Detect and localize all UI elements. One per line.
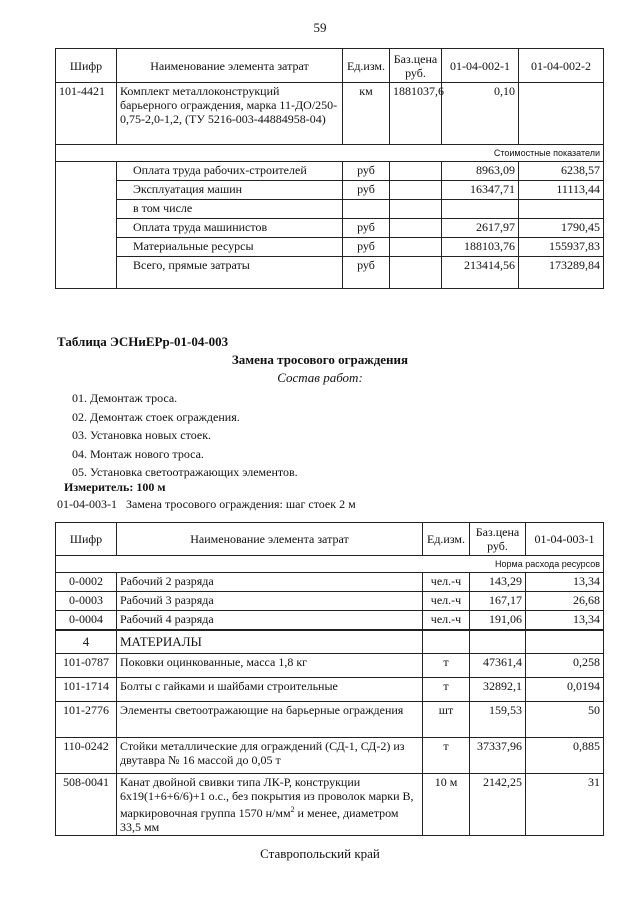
cost-value-2: 155937,83 [519, 238, 604, 257]
row-value: 0,0194 [526, 678, 604, 702]
row-code: 101-2776 [56, 702, 117, 738]
row-value: 26,68 [526, 592, 604, 611]
row-code: 110-0242 [56, 738, 117, 774]
row-price: 143,29 [470, 573, 526, 592]
row-price: 159,53 [470, 702, 526, 738]
row-name: Рабочий 3 разряда [117, 592, 423, 611]
row-price: 47361,4 [470, 654, 526, 678]
row-name-text-tail: и менее, диаметром 33,5 мм [120, 806, 399, 834]
superscript: 2 [290, 805, 295, 814]
header-name: Наименование элемента затрат [117, 49, 343, 83]
row-unit: км [343, 83, 390, 145]
cost-value-2: 6238,57 [519, 162, 604, 181]
header-price: Баз.цена руб. [470, 523, 526, 556]
row-price: 37337,96 [470, 738, 526, 774]
cost-value-2 [519, 200, 604, 219]
cost-value-1: 16347,71 [442, 181, 519, 200]
cost-name: Материальные ресурсы [117, 238, 343, 257]
section-heading: Замена тросового ограждения [231, 352, 409, 367]
cost-value-1: 8963,09 [442, 162, 519, 181]
header-unit: Ед.изм. [423, 523, 470, 556]
row-name: Комплект металлоконструкций барьерного ограждения, марка 11-ДО/250-0,75-2,0-1,2, (ТУ 5216-003-44884958-04) [117, 83, 343, 145]
row-price: 191,06 [470, 611, 526, 630]
row-unit: т [423, 678, 470, 702]
row-value: 13,34 [526, 573, 604, 592]
row-name: Элементы светоотражающие на барьерные ограждения [117, 702, 423, 738]
work-item: 04. Монтаж нового троса. [72, 446, 204, 461]
cost-value-2: 1790,45 [519, 219, 604, 238]
materials-header-row [56, 630, 604, 654]
table-row [56, 774, 604, 836]
cost-table-01-04-002 [55, 48, 604, 289]
materials-code: 4 [56, 630, 117, 654]
row-value: 13,34 [526, 611, 604, 630]
cost-row [56, 238, 604, 257]
cost-row [56, 257, 604, 289]
table-row [56, 83, 604, 145]
row-value: 0,885 [526, 738, 604, 774]
cost-unit: руб [343, 162, 390, 181]
cost-value-2: 11113,44 [519, 181, 604, 200]
row-code: 508-0041 [56, 774, 117, 836]
section-label-row [56, 556, 604, 573]
header-name: Наименование элемента затрат [117, 523, 423, 556]
row-code: 0-0003 [56, 592, 117, 611]
row-value: 0,258 [526, 654, 604, 678]
header-price: Баз.цена руб. [390, 49, 442, 83]
section-label-row [56, 145, 604, 162]
cost-value-1: 2617,97 [442, 219, 519, 238]
materials-label: МАТЕРИАЛЫ [117, 630, 423, 654]
section-label: Норма расхода ресурсов [56, 556, 604, 573]
header-code: Шифр [56, 49, 117, 83]
row-name: Поковки оцинкованные, масса 1,8 кг [117, 654, 423, 678]
header-unit: Ед.изм. [343, 49, 390, 83]
row-price: 1881037,6 [390, 83, 442, 145]
work-item: 01. Демонтаж троса. [72, 391, 178, 405]
cost-value-1: 188103,76 [442, 238, 519, 257]
row-value: 50 [526, 702, 604, 738]
header-code: Шифр [56, 523, 117, 556]
table-row [56, 678, 604, 702]
section-subheading: Состав работ: [277, 370, 363, 385]
work-list [72, 389, 298, 482]
cost-name: Эксплуатация машин [117, 181, 343, 200]
table-header-row [56, 49, 604, 83]
work-item: 05. Установка светоотражающих элементов. [72, 465, 298, 479]
row-unit: шт [423, 702, 470, 738]
cost-unit [343, 200, 390, 219]
table-title: Таблица ЭСНиЕРр-01-04-003 [57, 334, 229, 349]
cost-unit: руб [343, 257, 390, 289]
item-line: 01-04-003-1 Замена тросового ограждения: шаг стоек 2 м [57, 497, 356, 511]
section-label: Стоимостные показатели [56, 145, 604, 162]
header-col2: 01-04-002-2 [519, 49, 604, 83]
row-code: 0-0004 [56, 611, 117, 630]
row-unit: чел.-ч [423, 611, 470, 630]
row-name: Рабочий 4 разряда [117, 611, 423, 630]
row-price: 167,17 [470, 592, 526, 611]
row-price: 2142,25 [470, 774, 526, 836]
cost-name: в том числе [117, 200, 343, 219]
row-code: 101-0787 [56, 654, 117, 678]
row-price: 32892,1 [470, 678, 526, 702]
row-name: Стойки металлические для ограждений (СД-1, СД-2) из двутавра № 16 массой до 0,05 т [117, 738, 423, 774]
row-value-2 [519, 83, 604, 145]
cost-name: Всего, прямые затраты [117, 257, 343, 289]
row-unit: 10 м [423, 774, 470, 836]
row-unit: т [423, 738, 470, 774]
cost-row [56, 200, 604, 219]
work-item: 03. Установка новых стоек. [72, 428, 212, 442]
table-row [56, 702, 604, 738]
header-col1: 01-04-003-1 [526, 523, 604, 556]
table-header-row [56, 523, 604, 556]
page-number: 59 [313, 20, 327, 35]
cost-name: Оплата труда машинистов [117, 219, 343, 238]
cost-value-1 [442, 200, 519, 219]
cost-name: Оплата труда рабочих-строителей [117, 162, 343, 181]
table-row [56, 592, 604, 611]
row-name-text: Канат двойной свивки типа ЛК-Р, конструкции 6х19(1+6+6/6)+1 о.с., без покрытия из проволок марки В, маркировочная группа 1570 н/мм [120, 775, 414, 820]
row-name: Болты с гайками и шайбами строительные [117, 678, 423, 702]
cost-value-2: 173289,84 [519, 257, 604, 289]
cost-value-1: 213414,56 [442, 257, 519, 289]
row-unit: чел.-ч [423, 573, 470, 592]
cost-row [56, 219, 604, 238]
meter-line: Измеритель: 100 м [64, 480, 166, 494]
table-row [56, 573, 604, 592]
table-row [56, 654, 604, 678]
cost-row [56, 181, 604, 200]
table-row [56, 611, 604, 630]
row-code: 101-4421 [56, 83, 117, 145]
work-item: 02. Демонтаж стоек ограждения. [72, 409, 240, 424]
row-code: 0-0002 [56, 573, 117, 592]
cost-unit: руб [343, 181, 390, 200]
row-value: 31 [526, 774, 604, 836]
row-name: Рабочий 2 разряда [117, 573, 423, 592]
cost-unit: руб [343, 219, 390, 238]
cost-unit: руб [343, 238, 390, 257]
row-value-1: 0,10 [442, 83, 519, 145]
row-name [117, 774, 423, 836]
cost-row [56, 162, 604, 181]
footer-region: Ставропольский край [260, 846, 380, 861]
row-unit: чел.-ч [423, 592, 470, 611]
resource-table-01-04-003 [55, 522, 604, 836]
table-row [56, 738, 604, 774]
row-code: 101-1714 [56, 678, 117, 702]
header-col1: 01-04-002-1 [442, 49, 519, 83]
row-unit: т [423, 654, 470, 678]
